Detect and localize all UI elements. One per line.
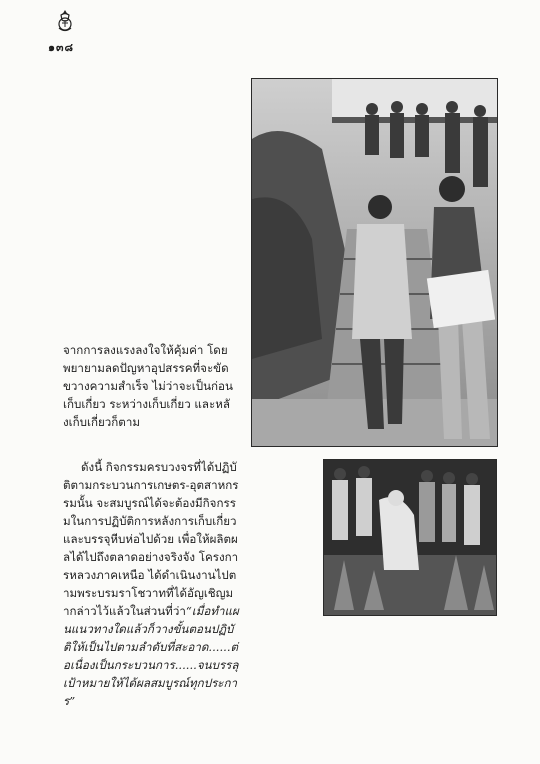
- page-number: ๑๓๘: [48, 41, 74, 54]
- royal-quote: “เมื่อทำแผนแนวทางใดแล้วก็วางขั้นตอนปฏิบัติให้เป็นไปตามลำดับที่สะอาด......ต่อเนื่องเป็นกระบวนการ......จนบรรลุเป้าหมายให้ได้ผลสมบูรณ์ทุกประการ”: [63, 604, 239, 708]
- small-photograph: [323, 459, 497, 616]
- paragraph-1: จากการลงแรงลงใจให้คุ้มค่า โดยพยายามลดปัญหาอุปสรรคที่จะขัดขวางความสำเร็จ ไม่ว่าจะเป็นก่อนเก็บเกี่ยว ระหว่างเก็บเกี่ยว และหลังเก็บเกี่ยวก็ตาม: [63, 343, 233, 429]
- paragraph-2: [63, 458, 239, 710]
- royal-emblem-icon: [52, 8, 78, 34]
- paragraph-2-intro: ดังนี้ กิจกรรมครบวงจรที่ได้ปฏิบัติตามกระบวนการเกษตร-อุตสาหกรรมนั้น จะสมบูรณ์ได้จะต้องมีกิจกรรมในการปฏิบัติการหลังการเก็บเกี่ยว และบรรจุหีบห่อไปด้วย เพื่อให้ผลิตผลได้ไปถึงตลาดอย่างจริงจัง โครงการหลวงภาคเหนือ ได้ดำเนินงานไปตามพระบรมราโชวาทที่ได้อัญเชิญมากล่าวไว้แล้วในส่วนที่ว่า: [63, 460, 239, 618]
- large-photograph: [251, 78, 498, 447]
